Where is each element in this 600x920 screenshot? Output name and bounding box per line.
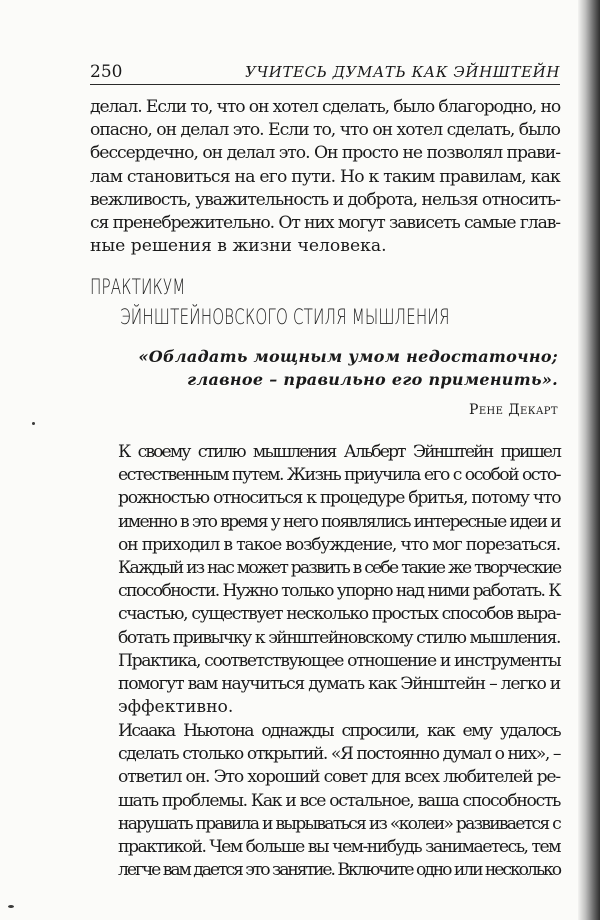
section-title-line2: ЭЙНШТЕЙНОВСКОГО СТИЛЯ МЫШЛЕНИЯ [120, 305, 450, 329]
running-title: УЧИТЕСЬ ДУМАТЬ КАК ЭЙНШТЕЙН [245, 63, 560, 81]
text-line: помогут вам научиться думать как Эйнштейн – легко и [118, 674, 560, 695]
text-line: естественным путем. Жизнь приучила его с особой осто- [118, 465, 560, 486]
epigraph-line: главное – правильно его применить». [187, 370, 558, 389]
text-line: сделать столько открытий. «Я постоянно думал о них», – [118, 744, 560, 765]
scan-speck [8, 905, 14, 908]
running-header [90, 62, 560, 84]
text-line: он приходил в такое возбуждение, что мог порезаться. [118, 534, 560, 555]
scan-edge-shadow [578, 0, 600, 920]
text-line: вежливость, уважительность и доброта, нельзя относить- [90, 189, 560, 210]
text-line: К своему стилю мышления Альберт Эйнштейн пришел [118, 442, 560, 462]
text-line: бессердечно, он делал это. Он просто не позволял прави- [90, 143, 560, 164]
text-line: легче вам дается это занятие. Включите одно или несколько [118, 860, 560, 881]
paragraph-main [90, 441, 560, 719]
text-line: шать проблемы. Как и все остальное, ваша способность [118, 790, 560, 811]
text-line: Практика, соответствующее отношение и инструменты [118, 650, 561, 671]
text-line: счастью, существует несколько простых способов выра- [118, 604, 561, 625]
text-line: именно в это время у него появлялись интересные идеи и [118, 511, 560, 532]
text-line: ботать привычку к эйнштейновскому стилю мышления. [118, 627, 561, 648]
text-line: эффективно. [118, 697, 234, 718]
text-line: ответил он. Это хороший совет для всех любителей ре- [118, 767, 560, 788]
text-line: ные решения в жизни человека. [90, 236, 387, 257]
header-rule [90, 84, 560, 85]
section-title-line1: ПРАКТИКУМ [90, 275, 186, 299]
text-line: лам становиться на его пути. Но к таким правилам, как [90, 166, 560, 187]
epigraph-author: Рене Декарт [469, 402, 558, 418]
text-line: Каждый из нас может развить в себе такие же творческие [118, 558, 561, 579]
text-line: способности. Нужно только упорно над ними работать. К [118, 581, 560, 602]
text-line: практикой. Чем больше вы чем-нибудь занимаетесь, тем [118, 837, 561, 858]
epigraph-quote [138, 345, 558, 391]
epigraph-line: «Обладать мощным умом недостаточно; [138, 347, 558, 366]
text-line: нарушать правила и вырываться из «колеи» развивается с [118, 813, 560, 834]
page-number: 250 [90, 62, 123, 82]
paragraph-top [90, 96, 560, 258]
text-line: ся пренебрежительно. От них могут зависеть самые глав- [90, 213, 560, 234]
paragraph-last [90, 720, 560, 882]
text-line: опасно, он делал это. Если то, что он хотел сделать, было [90, 120, 560, 141]
text-line: Исаака Ньютона однажды спросили, как ему удалось [118, 721, 560, 741]
text-line: рожностью относиться к процедуре бритья, потому что [118, 488, 561, 509]
scan-speck [32, 422, 35, 425]
text-line: делал. Если то, что он хотел сделать, было благородно, но [90, 97, 561, 117]
